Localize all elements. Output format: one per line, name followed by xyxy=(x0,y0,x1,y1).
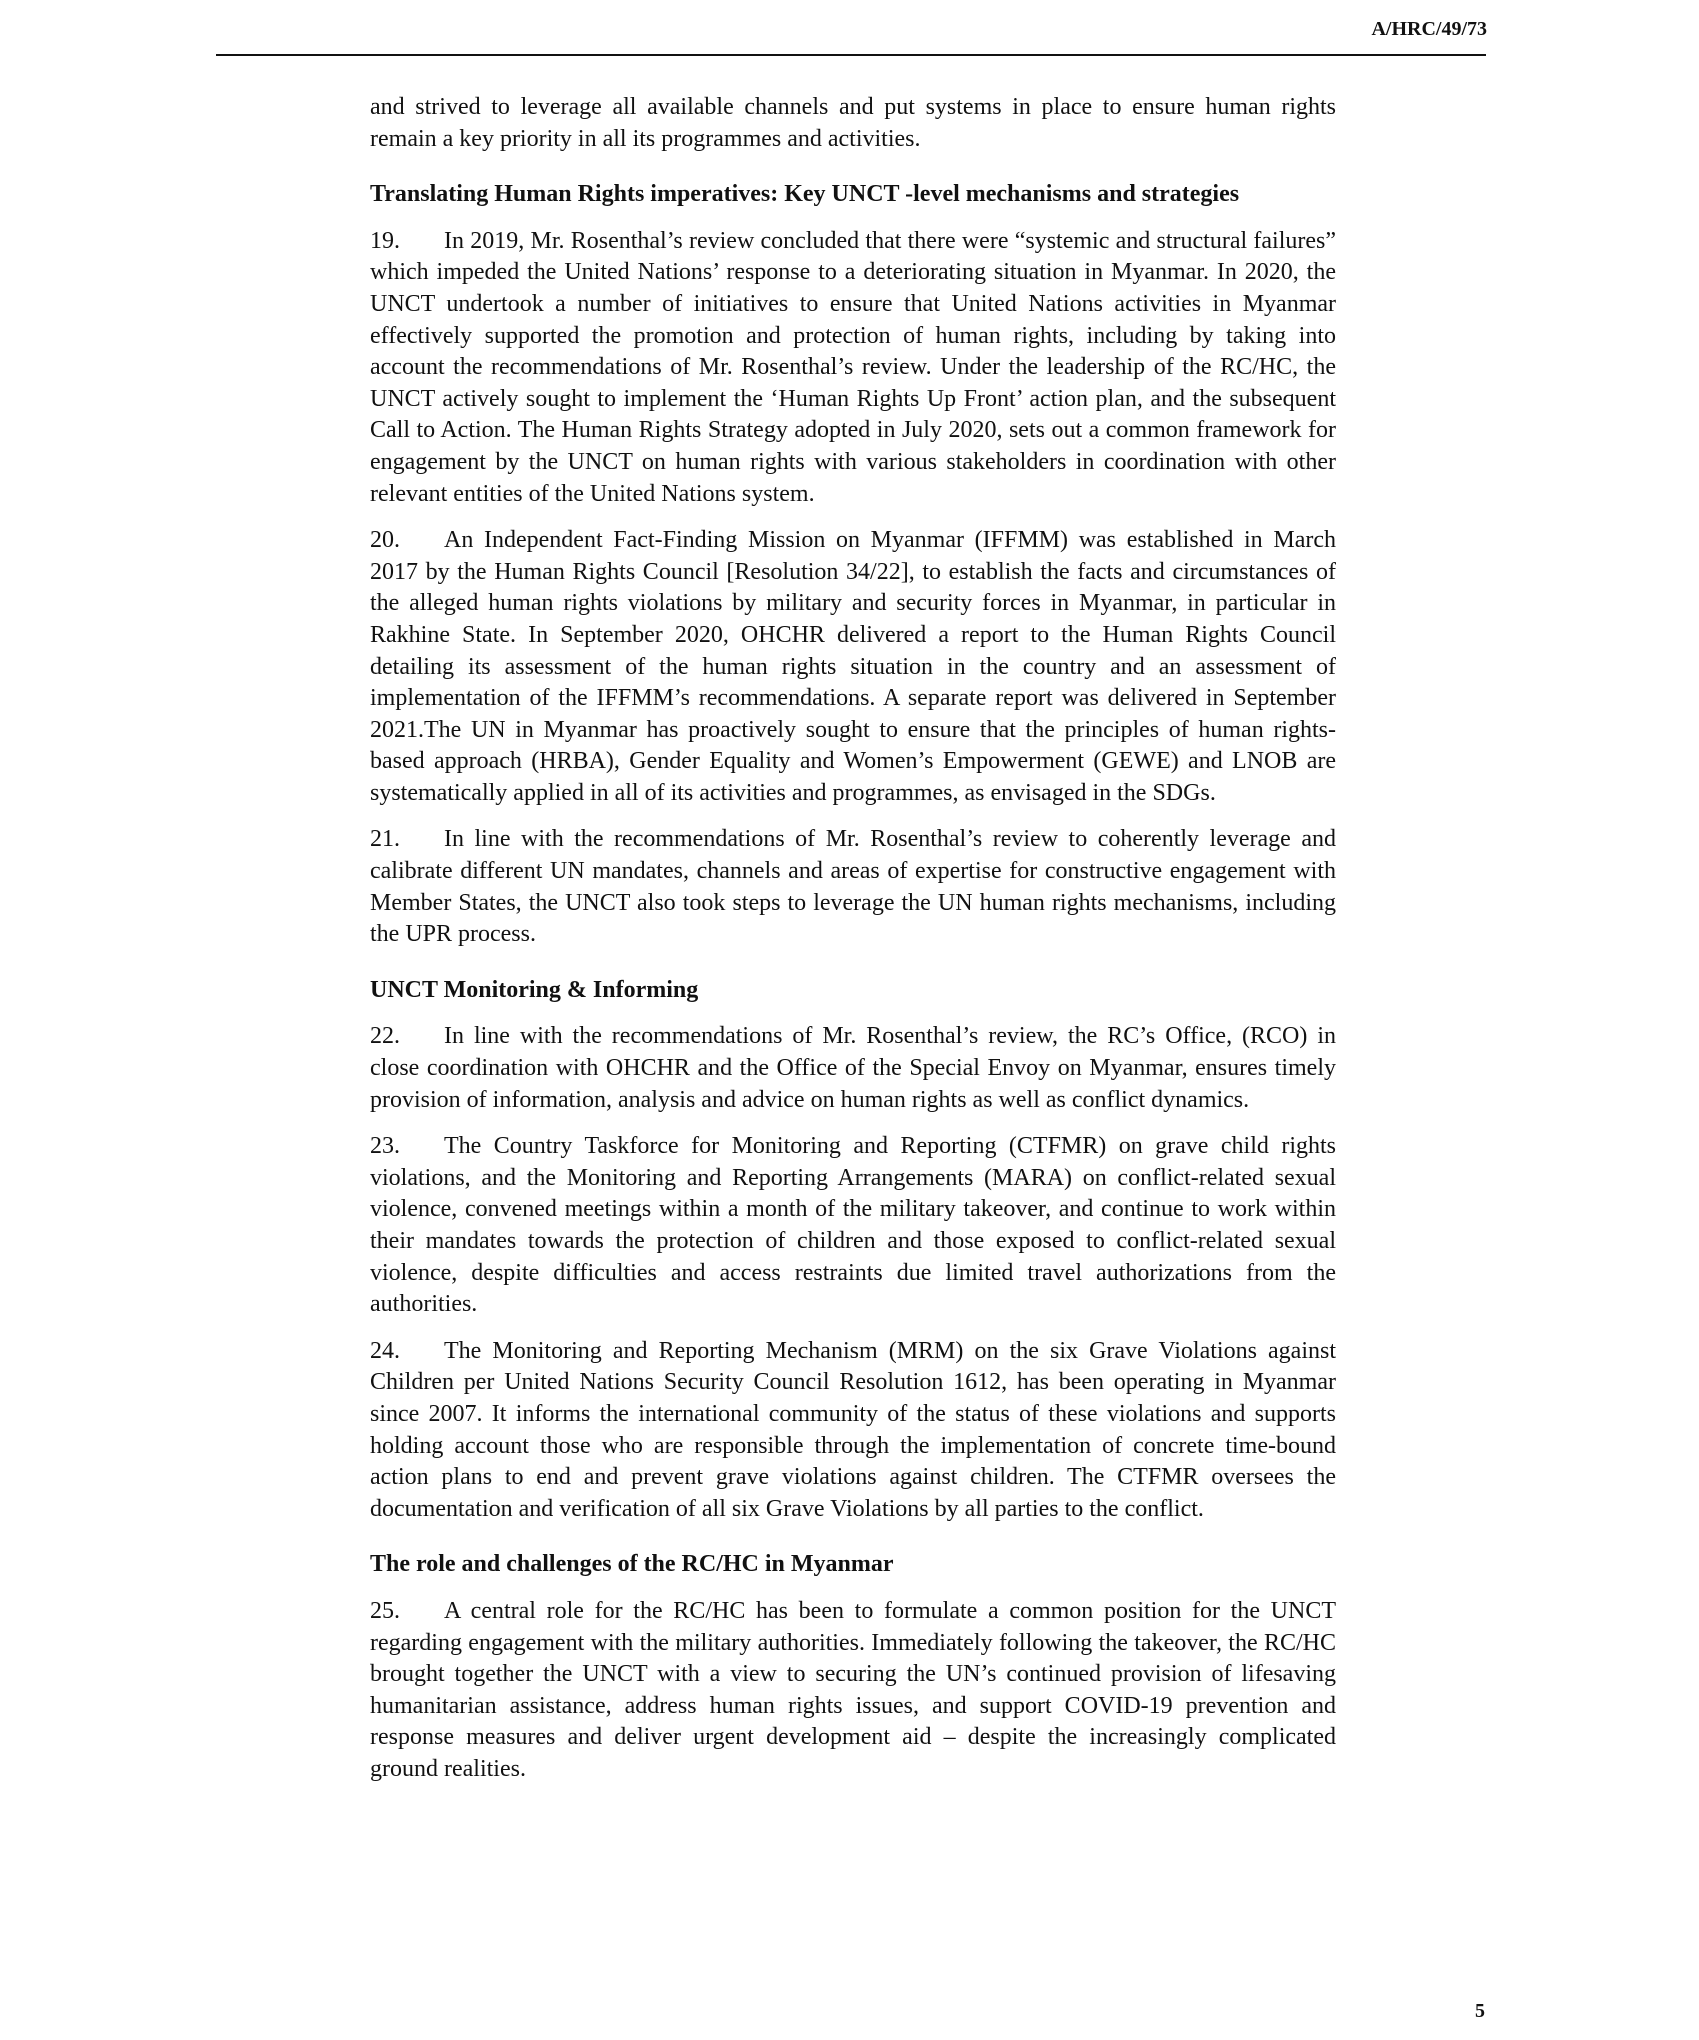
paragraph-text: The Country Taskforce for Monitoring and Reporting (CTFMR) on grave child rights violations, and the Monitoring and Reporting Arrangements (MARA) on conflict-related sexual violence, convened meetings within a month of the military takeover, and continue to work within their mandates towards the protection of children and those exposed to conflict-related sexual violence, despite difficulties and access restraints due limited travel authorizations from the authorities. xyxy=(370,1133,1336,1318)
paragraph-number: 24. xyxy=(370,1337,400,1364)
paragraph-24 xyxy=(370,1336,1336,1526)
lead-paragraph: and strived to leverage all available channels and put systems in place to ensure human rights remain a key priority in all its programmes and activities. xyxy=(370,94,1336,152)
paragraph-number: 22. xyxy=(370,1023,400,1050)
paragraph-text: A central role for the RC/HC has been to formulate a common position for the UNCT regarding engagement with the military authorities. Immediately following the takeover, the RC/HC brought together the UNCT with a view to securing the UN’s continued provision of lifesaving humanitarian assistance, address human rights issues, and support COVID-19 prevention and response measures and deliver urgent development aid – despite the increasingly complicated ground realities. xyxy=(370,1597,1336,1782)
paragraph-25 xyxy=(370,1596,1336,1786)
paragraph-21 xyxy=(370,824,1336,950)
paragraph-19 xyxy=(370,226,1336,510)
paragraph-number: 20. xyxy=(370,527,400,554)
paragraph-text: An Independent Fact-Finding Mission on Myanmar (IFFMM) was established in March 2017 by the Human Rights Council [Resolution 34/22], to establish the facts and circumstances of the alleged human rights violations by military and security forces in Myanmar, in particular in Rakhine State. In September 2020, OHCHR delivered a report to the Human Rights Council detailing its assessment of the human rights situation in the country and an assessment of implementation of the IFFMM’s recommendations. A separate report was delivered in September 2021.The UN in Myanmar has proactively sought to ensure that the principles of human rights-based approach (HRBA), Gender Equality and Women’s Empowerment (GEWE) and LNOB are systematically applied in all of its activities and programmes, as envisaged in the SDGs. xyxy=(370,527,1336,806)
section-heading-monitoring: UNCT Monitoring & Informing xyxy=(370,976,699,1003)
paragraph-number: 23. xyxy=(370,1133,400,1160)
paragraph-number: 21. xyxy=(370,826,400,853)
paragraph-text: In line with the recommendations of Mr. Rosenthal’s review to coherently leverage and calibrate different UN mandates, channels and areas of expertise for constructive engagement with Member States, the UNCT also took steps to leverage the UN human rights mechanisms, including the UPR process. xyxy=(370,826,1336,948)
paragraph-number: 19. xyxy=(370,227,400,254)
paragraph-text: In 2019, Mr. Rosenthal’s review concluded that there were “systemic and structural failures” which impeded the United Nations’ response to a deteriorating situation in Myanmar. In 2020, the UNCT undertook a number of initiatives to ensure that United Nations activities in Myanmar effectively supported the promotion and protection of human rights, including by taking into account the recommendations of Mr. Rosenthal’s review. Under the leadership of the RC/HC, the UNCT actively sought to implement the ‘Human Rights Up Front’ action plan, and the subsequent Call to Action. The Human Rights Strategy adopted in July 2020, sets out a common framework for engagement by the UNCT on human rights with various stakeholders in coordination with other relevant entities of the United Nations system. xyxy=(370,227,1336,507)
paragraph-text: In line with the recommendations of Mr. Rosenthal’s review, the RC’s Office, (RCO) in close coordination with OHCHR and the Office of the Special Envoy on Myanmar, ensures timely provision of information, analysis and advice on human rights as well as conflict dynamics. xyxy=(370,1023,1336,1113)
document-symbol: A/HRC/49/73 xyxy=(1371,18,1487,40)
paragraph-number: 25. xyxy=(370,1597,400,1624)
paragraph-23 xyxy=(370,1131,1336,1321)
section-heading-role-challenges: The role and challenges of the RC/HC in Myanmar xyxy=(370,1551,894,1578)
document-body xyxy=(370,92,1336,1801)
section-heading-mechanisms: Translating Human Rights imperatives: Key UNCT -level mechanisms and strategies xyxy=(370,181,1240,208)
header-rule xyxy=(216,54,1486,56)
page-number: 5 xyxy=(1475,2000,1485,2022)
paragraph-text: The Monitoring and Reporting Mechanism (MRM) on the six Grave Violations against Children per United Nations Security Council Resolution 1612, has been operating in Myanmar since 2007. It informs the international community of the status of these violations and supports holding account those who are responsible through the implementation of concrete time-bound action plans to end and prevent grave violations against children. The CTFMR oversees the documentation and verification of all six Grave Violations by all parties to the conflict. xyxy=(370,1337,1336,1522)
paragraph-22 xyxy=(370,1021,1336,1116)
paragraph-20 xyxy=(370,525,1336,809)
